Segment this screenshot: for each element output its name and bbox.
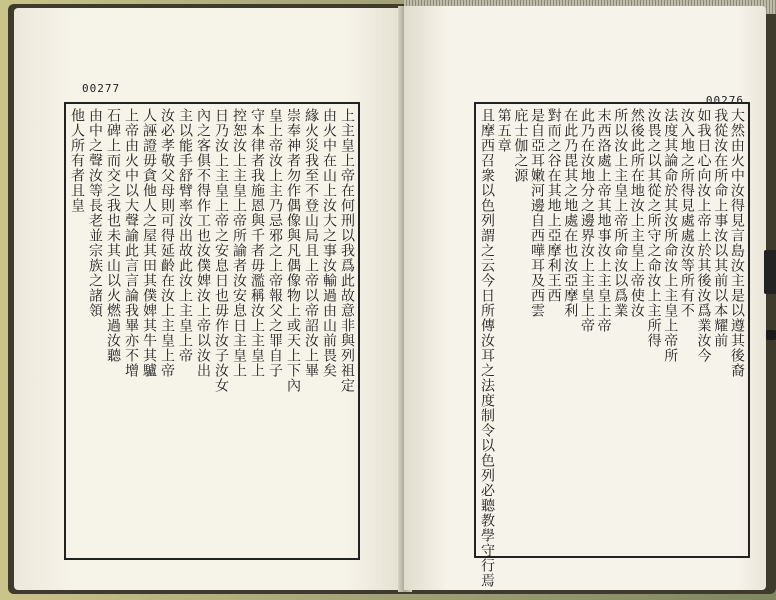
text-column: 內之客俱不得作工也汝僕婢汝上帝以汝出 [195,108,211,378]
bookmark-clip [766,330,776,340]
text-column: 守本律者我施恩與千者毋濫稱汝上主皇上 [249,108,265,378]
text-column: 崇奉神者勿作偶像與凡偶像物上或天上下內 [285,108,301,393]
text-column: 石碑上而交之我也未其山以火燃過汝聽 [105,108,121,363]
left-text-block [64,102,360,560]
text-column: 如我日心向汝上帝上於其後汝爲業汝今 [695,108,712,363]
text-column: 在此乃毘其之地處在也汝亞摩利 [562,108,579,318]
text-column: 控恕汝上主皇上帝所諭者汝安息日主皇上 [231,108,247,378]
text-column: 然後此所在地汝上主皇上帝使汝 [628,108,645,318]
text-column: 主以能手舒臂率汝出故此汝上主皇上帝 [177,108,193,363]
text-column: 人誣證毋貪他人之屋其田其僕婢其牛其驢 [141,108,157,378]
text-column: 由中之聲汝等長老並宗族之諸領 [87,108,103,318]
text-column: 汝入地之所得見處處汝等所有不 [678,108,695,318]
text-column: 皇上帝汝上主乃忌邪之上帝報父之罪自子 [267,108,283,378]
text-column: 上主皇上帝在何刑以我爲此故意非與列祖定 [339,108,355,393]
text-column: 所以汝上主皇上帝所命汝以爲業 [612,108,629,318]
right-page-number: 00276 [705,94,744,107]
text-column: 法度其論命於其汝所命汝上主皇上帝所 [662,108,679,363]
text-column: 第五章 [495,108,512,153]
text-column: 緣火災我至不登山局且上帝以帝詔汝上畢 [303,108,319,378]
text-column: 是自亞耳嫩河邊自西嘩耳及西雲 [528,108,545,318]
text-column: 汝必孝敬父母則可得延齡在汝上主皇上帝 [159,108,175,378]
text-column: 對而之谷在其地上亞摩利王西 [545,108,562,303]
left-page-number: 00277 [82,82,121,95]
text-column: 汝畏之以其從之所守之命汝上主所得 [645,108,662,348]
left-columns [70,108,354,554]
text-column: 此乃在汝地分之邊界汝上主皇上帝 [578,108,595,333]
right-text-block [474,102,750,588]
right-columns [479,108,745,588]
text-column: 且摩西召衆以色列謂之云今日所傳汝耳之法度制令以色列必聽教學守行焉 [479,108,495,588]
text-column: 上帝由火中以大聲諭此言言論我畢亦不增 [123,108,139,378]
text-column: 庇士伽之源 [512,108,529,183]
bookmark-tab [764,250,776,294]
left-page [14,8,406,590]
text-column: 他人所有者且皇 [69,108,85,213]
text-column: 末西洛處上帝其地事汝上主皇上帝 [595,108,612,333]
text-column: 我從汝在所命上事汝以其前以本耀前 [712,108,729,348]
text-column: 大然由火中汝得見言島汝主是以遵其後裔 [728,108,745,378]
right-page [404,6,766,590]
text-column: 由火中在山上汝大之事汝輸過由山前畏矣 [321,108,337,378]
text-column: 日乃汝上主皇上帝之安息日也毋作汝子汝女 [213,108,229,393]
